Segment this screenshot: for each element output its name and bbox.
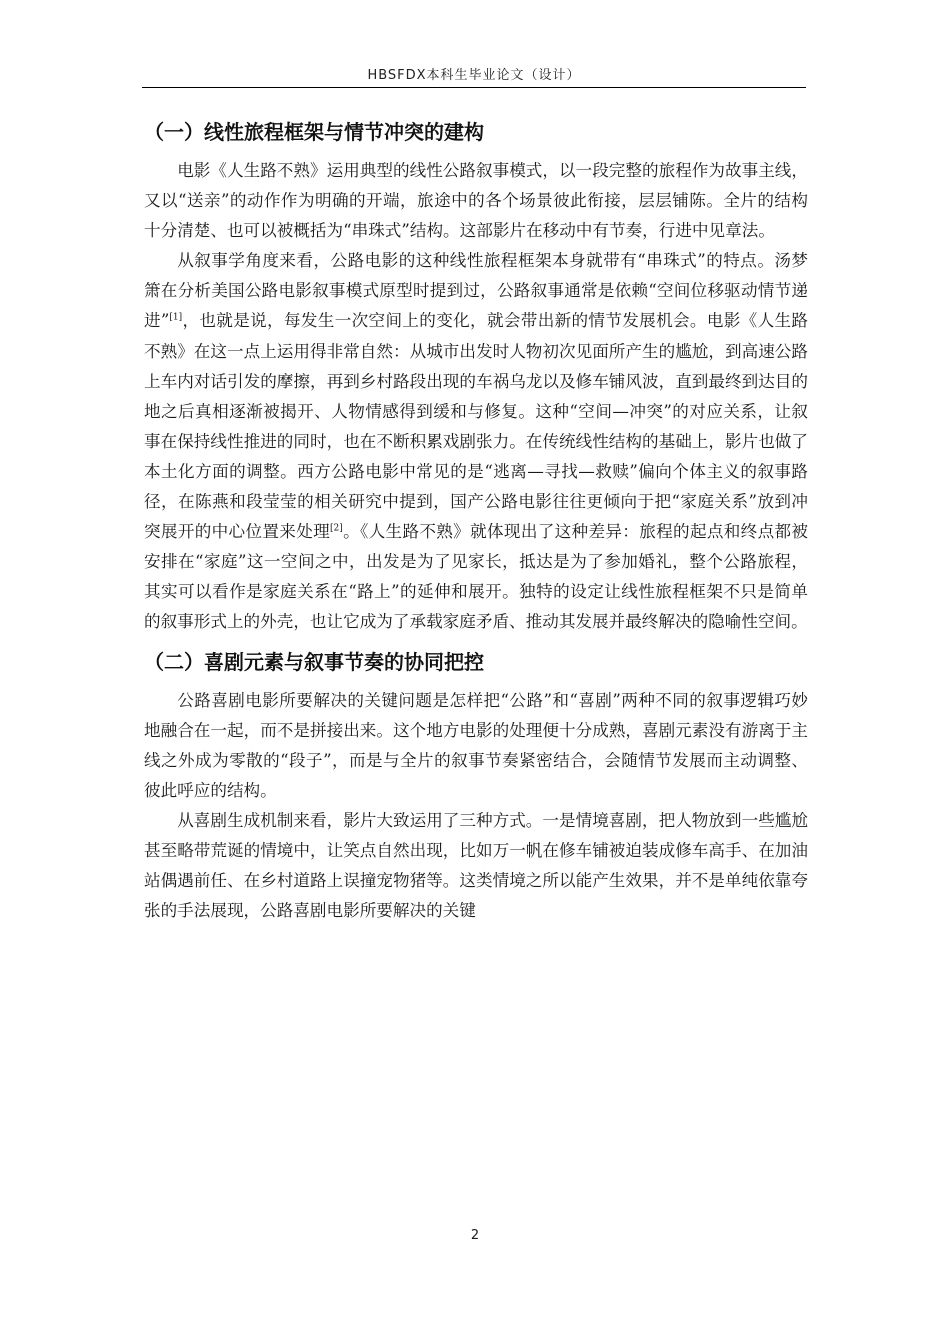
paragraph-2-part-a: 从叙事学角度来看，公路电影的这种线性旅程框架本身就带有“串珠式”的特点。汤梦箫在分析美国公路电影叙事模式原型时提到过，公路叙事通常是依赖“空间位移驱动情节递进” (144, 251, 808, 331)
paragraph-4: 从喜剧生成机制来看，影片大致运用了三种方式。一是情境喜剧，把人物放到一些尴尬甚至略带荒诞的情境中，让笑点自然出现，比如万一帆在修车铺被迫装成修车高手、在加油站偶遇前任、在乡村道路上误撞宠物猪等。这类情境之所以能产生效果，并不是单纯依靠夸张的手法展现，公路喜剧电影所要解决的关键 (144, 810, 808, 921)
page-number: 2 (470, 1228, 480, 1243)
citation-ref-1: [1] (169, 312, 183, 323)
paragraph-3: 公路喜剧电影所要解决的关键问题是怎样把“公路”和“喜剧”两种不同的叙事逻辑巧妙地融合在一起，而不是拼接出来。这个地方电影的处理便十分成熟，喜剧元素没有游离于主线之外成为零散的“段子”，而是与全片的叙事节奏紧密结合，会随情节发展而主动调整、彼此呼应的结构。 (144, 690, 808, 800)
paragraph-1: 电影《人生路不熟》运用典型的线性公路叙事模式，以一段完整的旅程作为故事主线，又以“送亲”的动作作为明确的开端，旅途中的各个场景彼此衔接，层层铺陈。全片的结构十分清楚、也可以被概括为“串珠式”结构。这部影片在移动中有节奏，行进中见章法。 (144, 161, 808, 241)
paragraph-2 (144, 246, 808, 637)
section-heading-2: （二）喜剧元素与叙事节奏的协同把控 (144, 649, 484, 674)
paragraph-2-part-c: 。《人生路不熟》就体现出了这种差异：旅程的起点和终点都被安排在“家庭”这一空间之中，出发是为了见家长，抵达是为了参加婚礼，整个公路旅程，其实可以看作是家庭关系在“路上”的延伸和展开。独特的设定让线性旅程框架不只是简单的叙事形式上的外壳，也让它成为了承载家庭矛盾、推动其发展并最终解决的隐喻性空间。 (144, 522, 809, 632)
section-heading-1: （一）线性旅程框架与情节冲突的建构 (144, 120, 484, 144)
running-header: HBSFDX本科生毕业论文（设计） (367, 68, 581, 83)
header-rule (142, 87, 806, 88)
paragraph-2-part-b: ，也就是说，每发生一次空间上的变化，就会带出新的情节发展机会。电影《人生路不熟》在这一点上运用得非常自然：从城市出发时人物初次见面所产生的尴尬，到高速公路上车内对话引发的摩擦，再到乡村路段出现的车祸乌龙以及修车铺风波，直到最终到达目的地之后真相逐渐被揭开、人物情感得到缓和与修复。这种“空间—冲突”的对应关系，让叙事在保持线性推进的同时，也在不断积累戏剧张力。在传统线性结构的基础上，影片也做了本土化方面的调整。西方公路电影中常见的是“逃离—寻找—救赎”偏向个体主义的叙事路径，在陈燕和段莹莹的相关研究中提到，国产公路电影往往更倾向于把“家庭关系”放到冲突展开的中心位置来处理 (144, 311, 809, 542)
body-text (144, 108, 808, 926)
citation-ref-2: [2] (330, 523, 343, 534)
